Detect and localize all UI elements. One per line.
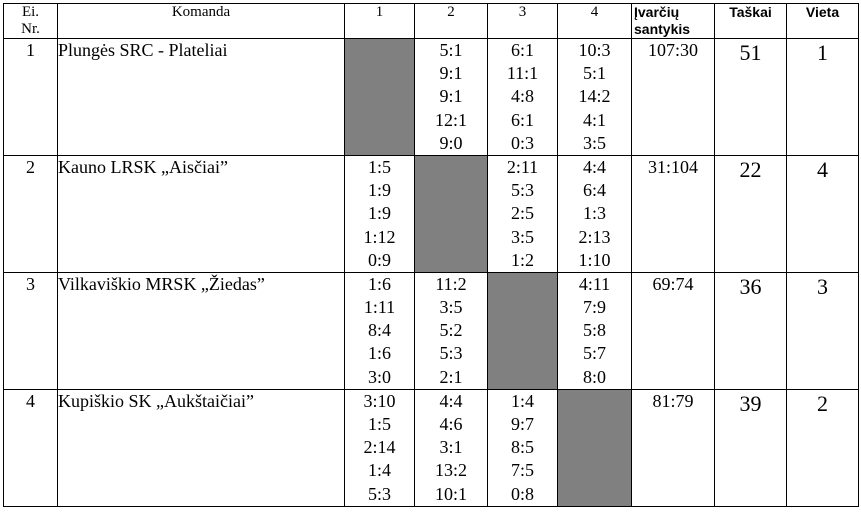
match-score: 2:11 <box>506 156 539 177</box>
match-score: 5:1 <box>582 63 606 84</box>
match-score <box>345 132 414 155</box>
scores-vs-team-2 <box>415 39 488 156</box>
match-score <box>345 85 414 108</box>
match-score: 5:8 <box>582 320 606 341</box>
match-score: 0:3 <box>510 132 534 153</box>
match-score: 8:0 <box>582 366 606 387</box>
match-score: 8:4 <box>367 320 391 341</box>
header-col-4: 4 <box>558 4 632 39</box>
scores-vs-team-2 <box>415 272 488 389</box>
match-score <box>345 62 414 85</box>
match-score: 6:1 <box>510 109 534 130</box>
header-no-label: Ei. Nr. <box>21 4 40 37</box>
scores-vs-team-3 <box>488 155 558 272</box>
match-score <box>488 273 557 296</box>
match-score: 3:0 <box>367 366 391 387</box>
match-score: 10:1 <box>434 483 467 504</box>
team-name: Kauno LRSK „Aisčiai” <box>58 155 345 272</box>
match-score: 1:12 <box>363 226 396 247</box>
row-number: 3 <box>4 272 58 389</box>
place: 3 <box>787 272 859 389</box>
match-score: 8:5 <box>510 437 534 458</box>
match-score <box>488 319 557 342</box>
table-body <box>4 39 859 507</box>
table-row <box>4 155 859 272</box>
match-score: 1:9 <box>367 203 391 224</box>
table-row <box>4 389 859 506</box>
match-score: 4:4 <box>582 156 606 177</box>
header-no <box>4 4 58 39</box>
match-score: 6:1 <box>510 40 534 60</box>
team-name: Plungės SRC - Plateliai <box>58 39 345 156</box>
scores-vs-team-1 <box>345 272 415 389</box>
standings-table <box>3 3 859 507</box>
match-score: 0:8 <box>510 483 534 504</box>
header-goal-ratio: Įvarčių santykis <box>632 4 715 39</box>
match-score: 1:2 <box>510 249 534 270</box>
match-score: 1:6 <box>367 343 391 364</box>
match-score: 1:6 <box>367 273 391 294</box>
goal-ratio: 81:79 <box>632 389 715 506</box>
match-score <box>488 342 557 365</box>
row-number: 2 <box>4 155 58 272</box>
match-score: 10:3 <box>578 40 611 60</box>
match-score: 9:1 <box>439 63 463 84</box>
match-score: 1:4 <box>510 390 534 411</box>
match-score: 3:5 <box>439 297 463 318</box>
scores-vs-team-3 <box>488 389 558 506</box>
match-score <box>415 202 487 225</box>
match-score <box>415 249 487 272</box>
match-score: 7:9 <box>582 297 606 318</box>
match-score: 1:9 <box>367 180 391 201</box>
row-number: 4 <box>4 389 58 506</box>
match-score: 4:8 <box>510 86 534 107</box>
match-score: 2:1 <box>439 366 463 387</box>
points: 51 <box>715 39 787 156</box>
match-score: 1:4 <box>367 460 391 481</box>
team-name: Kupiškio SK „Aukštaičiai” <box>58 389 345 506</box>
match-score: 5:3 <box>510 180 534 201</box>
match-score: 7:5 <box>510 460 534 481</box>
row-number: 1 <box>4 39 58 156</box>
place: 4 <box>787 155 859 272</box>
header-place: Vieta <box>787 4 859 39</box>
match-score <box>415 156 487 179</box>
points: 36 <box>715 272 787 389</box>
match-score: 14:2 <box>578 86 611 107</box>
match-score: 13:2 <box>434 460 467 481</box>
match-score <box>558 413 631 436</box>
scores-vs-team-2 <box>415 389 488 506</box>
match-score: 2:5 <box>510 203 534 224</box>
scores-vs-team-4 <box>558 272 632 389</box>
self-match-cell <box>345 39 415 156</box>
match-score <box>558 459 631 482</box>
scores-vs-team-1 <box>345 155 415 272</box>
scores-vs-team-1 <box>345 389 415 506</box>
match-score: 2:13 <box>578 226 611 247</box>
match-score: 4:11 <box>578 273 611 294</box>
header-row <box>4 4 859 39</box>
match-score <box>558 436 631 459</box>
self-match-cell <box>415 155 488 272</box>
match-score: 11:2 <box>435 273 467 294</box>
match-score: 9:0 <box>439 132 463 153</box>
match-score <box>488 296 557 319</box>
match-score <box>558 483 631 506</box>
match-score: 9:1 <box>439 86 463 107</box>
match-score <box>558 390 631 413</box>
match-score <box>415 179 487 202</box>
match-score: 1:11 <box>363 297 396 318</box>
table-row <box>4 39 859 156</box>
scores-vs-team-4 <box>558 155 632 272</box>
match-score: 5:7 <box>582 343 606 364</box>
place: 2 <box>787 389 859 506</box>
match-score: 5:2 <box>439 320 463 341</box>
goal-ratio: 31:104 <box>632 155 715 272</box>
match-score <box>415 226 487 249</box>
header-col-3: 3 <box>488 4 558 39</box>
team-name: Vilkaviškio MRSK „Žiedas” <box>58 272 345 389</box>
match-score <box>488 366 557 389</box>
scores-vs-team-3 <box>488 39 558 156</box>
match-score: 11:1 <box>506 63 539 84</box>
match-score: 4:4 <box>439 390 463 411</box>
header-points: Taškai <box>715 4 787 39</box>
match-score: 9:7 <box>510 414 534 434</box>
goal-ratio: 69:74 <box>632 272 715 389</box>
table-header <box>4 4 859 39</box>
match-score <box>345 39 414 62</box>
match-score: 0:9 <box>367 249 391 270</box>
match-score: 6:4 <box>582 180 606 201</box>
match-score: 4:1 <box>582 109 606 130</box>
match-score <box>345 109 414 132</box>
header-col-1: 1 <box>345 4 415 39</box>
match-score: 5:3 <box>367 483 391 504</box>
header-team: Komanda <box>58 4 345 39</box>
match-score: 12:1 <box>434 109 467 130</box>
table-row <box>4 272 859 389</box>
scores-vs-team-4 <box>558 39 632 156</box>
self-match-cell <box>488 272 558 389</box>
match-score: 3:5 <box>582 132 606 153</box>
header-col-2: 2 <box>415 4 488 39</box>
points: 39 <box>715 389 787 506</box>
match-score: 3:10 <box>363 390 396 411</box>
match-score: 1:10 <box>578 249 611 270</box>
self-match-cell <box>558 389 632 506</box>
match-score: 3:1 <box>439 437 463 458</box>
match-score: 2:14 <box>363 437 396 458</box>
match-score: 3:5 <box>510 226 534 247</box>
match-score: 1:5 <box>367 414 391 434</box>
match-score: 5:1 <box>439 40 463 60</box>
place: 1 <box>787 39 859 156</box>
points: 22 <box>715 155 787 272</box>
match-score: 4:6 <box>439 414 463 434</box>
match-score: 1:3 <box>582 203 606 224</box>
goal-ratio: 107:30 <box>632 39 715 156</box>
match-score: 5:3 <box>439 343 463 364</box>
match-score: 1:5 <box>367 156 391 177</box>
